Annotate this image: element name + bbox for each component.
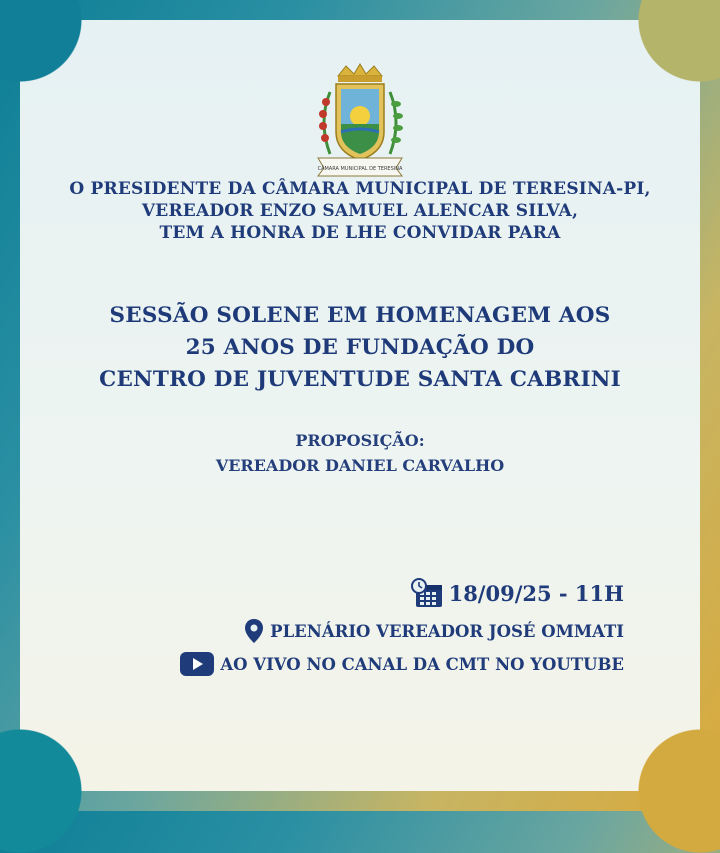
event-location-text: PLENÁRIO VEREADOR JOSÉ OMMATI bbox=[270, 621, 624, 641]
corner-cutout-top-left bbox=[0, 0, 82, 82]
calendar-clock-icon bbox=[411, 578, 443, 608]
proposition-block bbox=[20, 428, 700, 478]
intro-line-1: O PRESIDENTE DA CÂMARA MUNICIPAL DE TERESINA-PI, bbox=[69, 179, 651, 199]
event-datetime-text: 18/09/25 - 11H bbox=[448, 580, 624, 606]
event-broadcast bbox=[180, 652, 624, 676]
corner-cutout-bottom-left bbox=[0, 729, 82, 853]
proposition-author: VEREADOR DANIEL CARVALHO bbox=[215, 456, 505, 475]
event-title bbox=[20, 300, 700, 396]
invitation-intro bbox=[20, 178, 700, 244]
corner-cutout-top-right bbox=[638, 0, 720, 82]
event-datetime bbox=[411, 578, 624, 608]
youtube-icon bbox=[180, 652, 214, 676]
event-broadcast-text: AO VIVO NO CANAL DA CMT NO YOUTUBE bbox=[220, 654, 624, 674]
event-title-line-3: CENTRO DE JUVENTUDE SANTA CABRINI bbox=[99, 367, 621, 392]
event-title-line-2: 25 ANOS DE FUNDAÇÃO DO bbox=[185, 335, 535, 360]
proposition-label: PROPOSIÇÃO: bbox=[295, 431, 425, 450]
event-title-line-1: SESSÃO SOLENE EM HOMENAGEM AOS bbox=[109, 303, 611, 328]
intro-line-3: TEM A HONRA DE LHE CONVIDAR PARA bbox=[159, 223, 561, 243]
emblem-motto: CÂMARA MUNICIPAL DE TERESINA bbox=[317, 166, 403, 172]
corner-cutout-bottom-right bbox=[638, 729, 720, 853]
intro-line-2: VEREADOR ENZO SAMUEL ALENCAR SILVA, bbox=[141, 201, 579, 221]
map-pin-icon bbox=[244, 618, 264, 644]
invitation-card bbox=[20, 20, 700, 791]
camara-teresina-emblem bbox=[312, 62, 408, 180]
event-location bbox=[244, 618, 624, 644]
